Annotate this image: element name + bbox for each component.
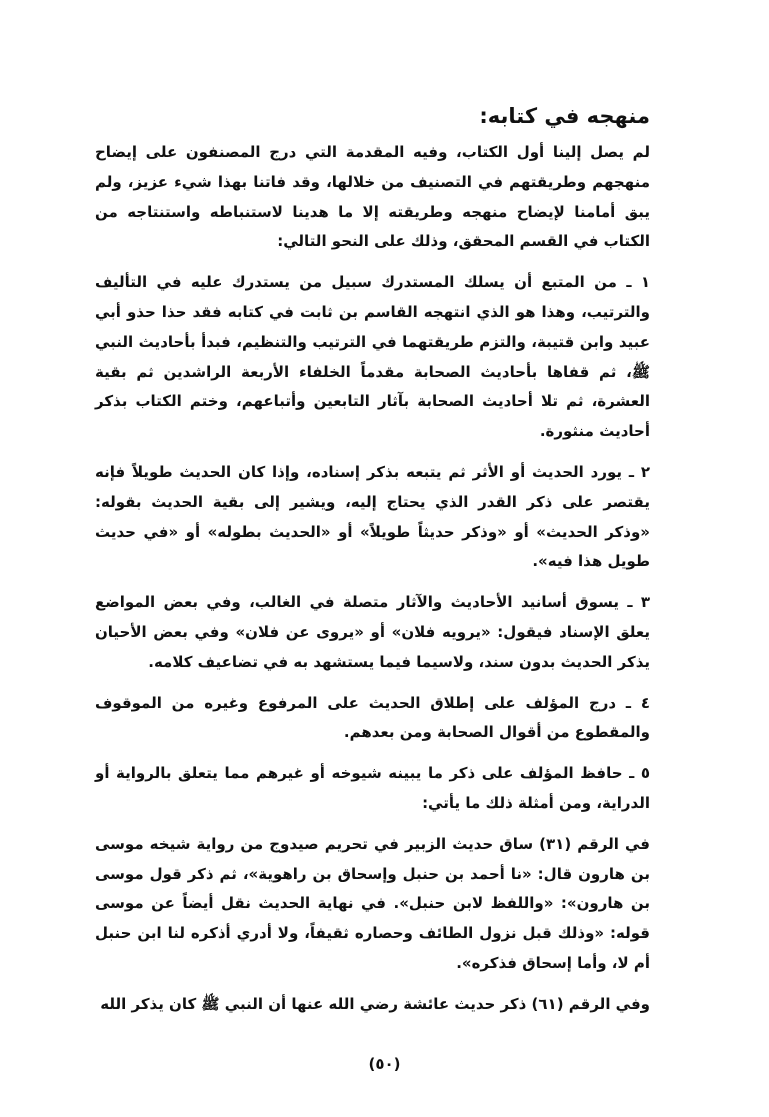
paragraph-gap xyxy=(95,257,650,268)
point-4-paragraph: ٤ ـ درج المؤلف على إطلاق الحديث على المرفوع وغيره من الموقوف والمقطوع من أقوال الصحابة ومن بعدهم. xyxy=(95,693,650,742)
page-number: (٥٠) xyxy=(368,1055,401,1073)
paragraph-gap xyxy=(95,748,650,759)
paragraph-gap xyxy=(95,819,650,830)
page-body xyxy=(95,96,650,1020)
section-title: منهجه في كتابه: xyxy=(479,104,650,128)
example-61-paragraph: وفي الرقم (٦١) ذكر حديث عائشة رضي الله عنها أن النبي ﷺ كان يذكر الله xyxy=(100,994,650,1013)
point-1-paragraph: ١ ـ من المتبع أن يسلك المستدرك سبيل من يستدرك عليه في التأليف والترتيب، وهذا هو الذي انتهجه القاسم بن ثابت في كتابه فقد حذا حذو أبي عبيد وابن قتيبة، والتزم طريقتهما في الترتيب والتنظيم، فبدأ بأحاديث النبي ﷺ، ثم قفاها بأحاديث الصحابة مقدماً الخلفاء الأربعة الراشدين ثم بقية العشرة، ثم تلا أحاديث الصحابة بآثار التابعين وأتباعهم، وختم الكتاب بذكر أحاديث منثورة. xyxy=(95,273,650,441)
paragraph-gap xyxy=(95,577,650,588)
point-5-paragraph: ٥ ـ حافظ المؤلف على ذكر ما يبينه شيوخه أو غيرهم مما يتعلق بالرواية أو الدراية، ومن أمثلة ذلك ما يأتي: xyxy=(95,764,650,812)
point-3-paragraph: ٣ ـ يسوق أسانيد الأحاديث والآثار متصلة في الغالب، وفي بعض المواضع يعلق الإسناد فيقول: «يرويه فلان» أو «يروى عن فلان» وفي بعض الأحيان يذكر الحديث بدون سند، ولاسيما فيما يستشهد به في تضاعيف كلامه. xyxy=(95,593,650,671)
example-31-paragraph: في الرقم (٣١) ساق حديث الزبير في تحريم صيدوج من رواية شيخه موسى بن هارون قال: «نا أحمد بن حنبل وإسحاق بن راهوية»، ثم ذكر قول موسى بن هارون»: «واللفظ لابن حنبل». في نهاية الحديث نقل أيضاً عن موسى قوله: «وذلك قبل نزول الطائف وحصاره ثقيفاً، ولا أدري أذكره لنا ابن حنبل أم لا، وأما إسحاق فذكره». xyxy=(95,834,650,972)
paragraph-gap xyxy=(95,447,650,458)
intro-paragraph: لم يصل إلينا أول الكتاب، وفيه المقدمة التي درج المصنفون على إيضاح منهجهم وطريقتهم في التصنيف من خلالها، وقد فاتنا بهذا شيء عزيز، ولم يبق أمامنا لإيضاح منهجه وطريقته إلا ما هدينا لاستنباطه واستنتاجه من الكتاب في القسم المحقق، وذلك على النحو التالي: xyxy=(95,143,650,251)
paragraph-gap xyxy=(95,678,650,689)
paragraph-gap xyxy=(95,979,650,990)
point-2-paragraph: ٢ ـ يورد الحديث أو الأثر ثم يتبعه بذكر إسناده، وإذا كان الحديث طويلاً فإنه يقتصر على ذكر القدر الذي يحتاج إليه، ويشير إلى بقية الحديث بقوله: «وذكر الحديث» أو «وذكر حديثاً طويلاً» أو «الحديث بطوله» أو «في حديث طويل هذا فيه». xyxy=(95,462,650,571)
